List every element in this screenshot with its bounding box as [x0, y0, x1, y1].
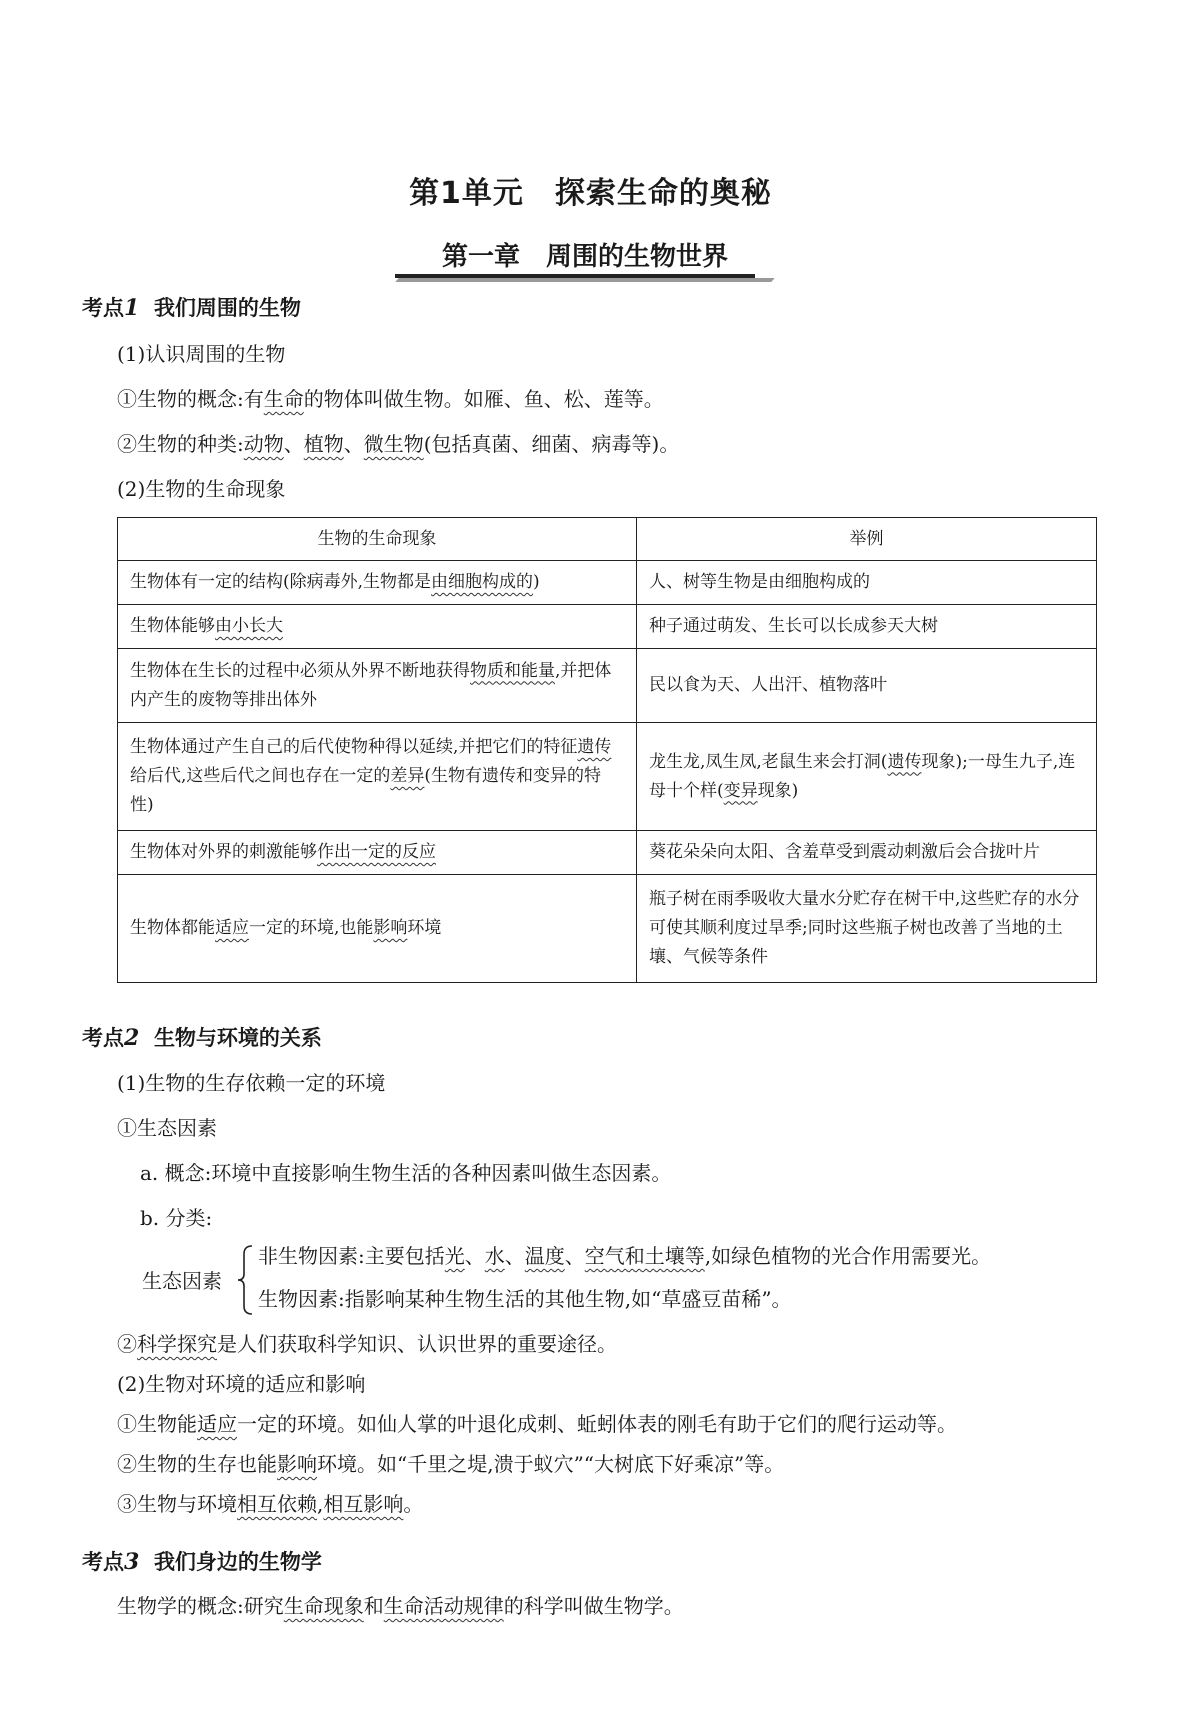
- example-cell: [637, 605, 1097, 649]
- kp2-classify: b. 分类:: [140, 1206, 213, 1230]
- kp1-heading: 考点1 我们周围的生物: [82, 295, 301, 321]
- cell-text: 由小长大: [215, 616, 283, 637]
- cell-text: 葵花朵朵向太阳、含羞草受到震动刺激后会合拢叶片: [649, 842, 1040, 863]
- biotic-factors: 生物因素:指影响某种生物生活的其他生物,如“草盛豆苗稀”。: [258, 1287, 792, 1311]
- kp2-science: ②科学探究是人们获取科学知识、认识世界的重要途径。: [117, 1332, 617, 1356]
- chapter-heading: [395, 236, 775, 276]
- kp2-factor-concept: a. 概念:环境中直接影响生物生活的各种因素叫做生态因素。: [140, 1161, 672, 1185]
- kp2-s2-heading: (2)生物对环境的适应和影响: [117, 1372, 366, 1396]
- cell-text: 龙生龙,凤生凤,老鼠生来会打洞(: [649, 751, 888, 772]
- chapter-title: 第一章 周围的生物世界: [441, 242, 728, 272]
- cell-text: ,并把体内产生的废物等排出体外: [130, 660, 612, 710]
- cell-text: 生物体有一定的结构(除病毒外,生物都是: [130, 572, 432, 593]
- table-header-phenomenon: 生物的生命现象: [118, 518, 637, 561]
- kp1-s2-heading: (2)生物的生命现象: [117, 477, 286, 501]
- phenomenon-cell: [118, 605, 637, 649]
- unit-title: 第1单元 探索生命的奥秘: [409, 176, 772, 211]
- example-cell: [637, 561, 1097, 605]
- table-row: [118, 605, 1097, 649]
- example-cell: [637, 723, 1097, 831]
- phenomenon-cell: [118, 649, 637, 723]
- kp1-concept: ①生物的概念:有生命的物体叫做生物。如雁、鱼、松、莲等。: [117, 387, 664, 411]
- table-header-example: 举例: [637, 518, 1097, 561]
- phenomenon-cell: [118, 831, 637, 875]
- cell-text: 遗传: [887, 751, 922, 772]
- cell-text: 变异: [723, 780, 758, 801]
- cell-text: 种子通过萌发、生长可以长成参天大树: [649, 616, 938, 637]
- table-row: [118, 723, 1097, 831]
- table-row: [118, 649, 1097, 723]
- kp1-kinds: ②生物的种类:动物、植物、微生物(包括真菌、细菌、病毒等)。: [117, 432, 680, 456]
- cell-text: 给后代,这些后代之间也存在一定的: [130, 766, 391, 787]
- table-header-row: [118, 518, 1097, 561]
- cell-text: 现象);一母生九子,连母十个样(: [649, 751, 1076, 801]
- cell-text: 一定的环境,也能: [249, 918, 374, 939]
- kp3-definition: 生物学的概念:研究生命现象和生命活动规律的科学叫做生物学。: [117, 1594, 684, 1618]
- kp2-mutual: ③生物与环境相互依赖,相互影响。: [117, 1492, 424, 1516]
- table-row: [118, 875, 1097, 983]
- cell-text: 生物体通过产生自己的后代使物种得以延续,并把它们的特征: [130, 737, 578, 758]
- kp2-heading: 考点2 生物与环境的关系: [82, 1025, 322, 1051]
- abiotic-factors: 非生物因素:主要包括光、水、温度、空气和土壤等,如绿色植物的光合作用需要光。: [258, 1244, 992, 1268]
- curly-brace: [236, 1244, 254, 1316]
- cell-text: 民以食为天、人出汗、植物落叶: [649, 675, 887, 696]
- kp2-factor-heading: ①生态因素: [117, 1116, 217, 1140]
- cell-text: 生物体对外界的刺激能够: [130, 842, 317, 863]
- cell-text: 差异: [390, 766, 425, 787]
- phenomenon-cell: [118, 723, 637, 831]
- example-cell: [637, 875, 1097, 983]
- chapter-shadow-line: [395, 278, 774, 282]
- kp2-s1-heading: (1)生物的生存依赖一定的环境: [117, 1071, 386, 1095]
- brace-label: 生态因素: [142, 1269, 222, 1293]
- cell-text: 生物体都能: [130, 918, 215, 939]
- kp3-heading: 考点3 我们身边的生物学: [82, 1549, 322, 1575]
- cell-text: ): [533, 572, 540, 593]
- cell-text: 由细胞构成的: [431, 572, 534, 593]
- example-cell: [637, 649, 1097, 723]
- kp2-affect: ②生物的生存也能影响环境。如“千里之堤,溃于蚁穴”“大树底下好乘凉”等。: [117, 1452, 785, 1476]
- cell-text: 影响: [373, 918, 408, 939]
- cell-text: 作出一定的反应: [317, 842, 436, 863]
- cell-text: 现象): [757, 780, 799, 801]
- cell-text: 瓶子树在雨季吸收大量水分贮存在树干中,这些贮存的水分可使其顺利度过旱季;同时这些瓶子树也改善了当地的土壤、气候等条件: [649, 889, 1080, 967]
- cell-text: 生物体在生长的过程中必须从外界不断地获得: [130, 660, 470, 681]
- table-row: [118, 831, 1097, 875]
- cell-text: 物质和能量: [470, 660, 555, 681]
- cell-text: 遗传: [577, 737, 612, 758]
- example-cell: [637, 831, 1097, 875]
- table-row: [118, 561, 1097, 605]
- phenomenon-cell: [118, 875, 637, 983]
- cell-text: 适应: [215, 918, 249, 939]
- cell-text: 环境: [407, 918, 442, 939]
- phenomenon-cell: [118, 561, 637, 605]
- cell-text: 人、树等生物是由细胞构成的: [649, 572, 870, 593]
- cell-text: 生物体能够: [130, 616, 215, 637]
- kp2-adapt: ①生物能适应一定的环境。如仙人掌的叶退化成刺、蚯蚓体表的刚毛有助于它们的爬行运动等。: [117, 1412, 957, 1436]
- kp1-s1-heading: (1)认识周围的生物: [117, 342, 286, 366]
- life-phenomena-table: [117, 517, 1097, 983]
- cell-text: (生物有遗传和变异的特性): [130, 766, 602, 815]
